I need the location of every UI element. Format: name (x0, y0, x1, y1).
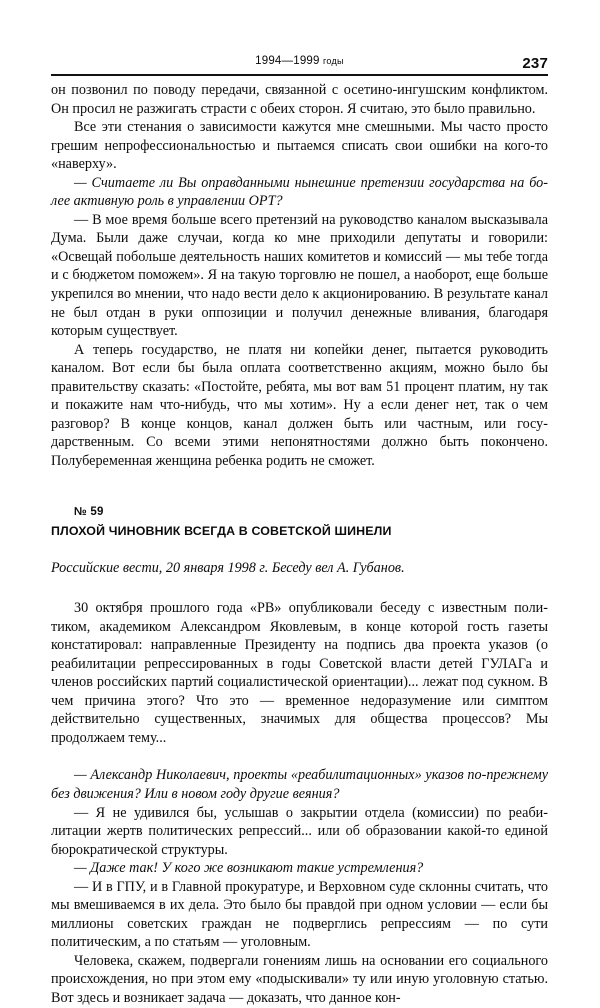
article-question-dazhe-tak: — Даже так! У кого же возникают такие устремления? (74, 860, 424, 877)
article-answer-cheloveka: Человека, скажем, подвергали гонениям лишь на основании его социального происхождения, но при этом ему «подыскивали» ту или иную уголовную статью. Вот здесь и возникает задача — доказать, что данное кон- (51, 952, 548, 1006)
article-source-line: Российские вести, 20 января 1998 г. Беседу вел А. Губанов. (51, 560, 405, 577)
paragraph-continued: он позвонил по поводу передачи, связанной с осетино-ингушским конфликтом. Он просил не разжигать страсти с обеих сторон. Я считаю, это было правильно. (51, 82, 548, 117)
article-lead-paragraph: 30 октября прошлого года «РВ» опубликовали беседу с известным политиком, академиком Александром Яковлевым, в конце которой гость газеты констатировал: направленные Президенту на подпись два проекта указов (о реабилитации репрессированных в годы Советской власти детей ГУЛАГа и членов российских партий социалистической ориентации)... лежат под сукном. В чем причина этого? Что это — временное недоразумение или симптом действительно существенных, значимых для общества процессов? Мы продолжаем тему... (51, 600, 548, 746)
article-header-block (51, 506, 548, 578)
article-number: № 59 (74, 506, 104, 519)
running-head-title (255, 55, 344, 67)
article-answer-komissiya: — Я не удивился бы, услышав о закрытии отдела (комиссии) по реабилитации жертв политических репрессий... или об образовании какой-то единой бюрократической структуры. (51, 804, 548, 858)
paragraph-stenaniya: Все эти стенания о зависимости кажутся мне смешными. Мы часто просто грешим непрофессиональностью и пытаемся списать свои ошибки на кого-то «наверху». (51, 119, 548, 173)
article-answer-gpu: — И в ГПУ, и в Главной прокуратуре, и Верховном суде склонны считать, что мы вмешиваемся в их дела. Это было бы правдой при одном условии — если бы миллионы советских граждан не подверглись репрессиям — по сути политическим, а по статьям — уголовным. (51, 878, 548, 951)
running-head (51, 55, 548, 71)
interview-answer-gosudarstvo: А теперь государство, не платя ни копейки денег, пытается руководить каналом. Вот если бы была оплата соответственно акциям, можно было бы правительству сказать: «Постойте, ребята, мы вот вам 51 процент платим, ну так и покажите нам что-нибудь, что мы хотим». Ну а если денег нет, так о чем разговор? В конце концов, канал должен быть или частным, или государственным. Со всеми этими непонятностями должно быть покончено. Полубеременная женщина ребенка родить не сможет. (51, 341, 548, 469)
header-rule (51, 74, 548, 76)
running-head-word: годы (323, 56, 344, 66)
interview-answer-duma: — В мое время больше всего претензий на руководство каналом высказывала Дума. Были даже случаи, когда ко мне приходили депутаты и говорили: «Освещай побольше деятельность наших комитетов и комиссий — мы тебе тогда и с бюджетом поможем». Я на такую торговлю не пошел, а наоборот, еще больше укрепился во мнении, что надо вести дело к акционированию. В результате канал не был отдан в руки оппозиции и получил денежные вливания, благодаря которым существует. (51, 211, 548, 340)
page-number: 237 (522, 55, 548, 72)
running-head-years: 1994—1999 (255, 55, 320, 67)
interview-question-ort: — Считаете ли Вы оправданными нынешние претензии государства на более активную роль в управлении ОРТ? (51, 174, 548, 210)
text-column (51, 81, 548, 1008)
article-title: ПЛОХОЙ ЧИНОВНИК ВСЕГДА В СОВЕТСКОЙ ШИНЕЛИ (51, 524, 392, 539)
article-question-ukazy: — Александр Николаевич, проекты «реабилитационных» указов по-прежнему без движения? Или в новом году другие веяния? (51, 767, 548, 802)
